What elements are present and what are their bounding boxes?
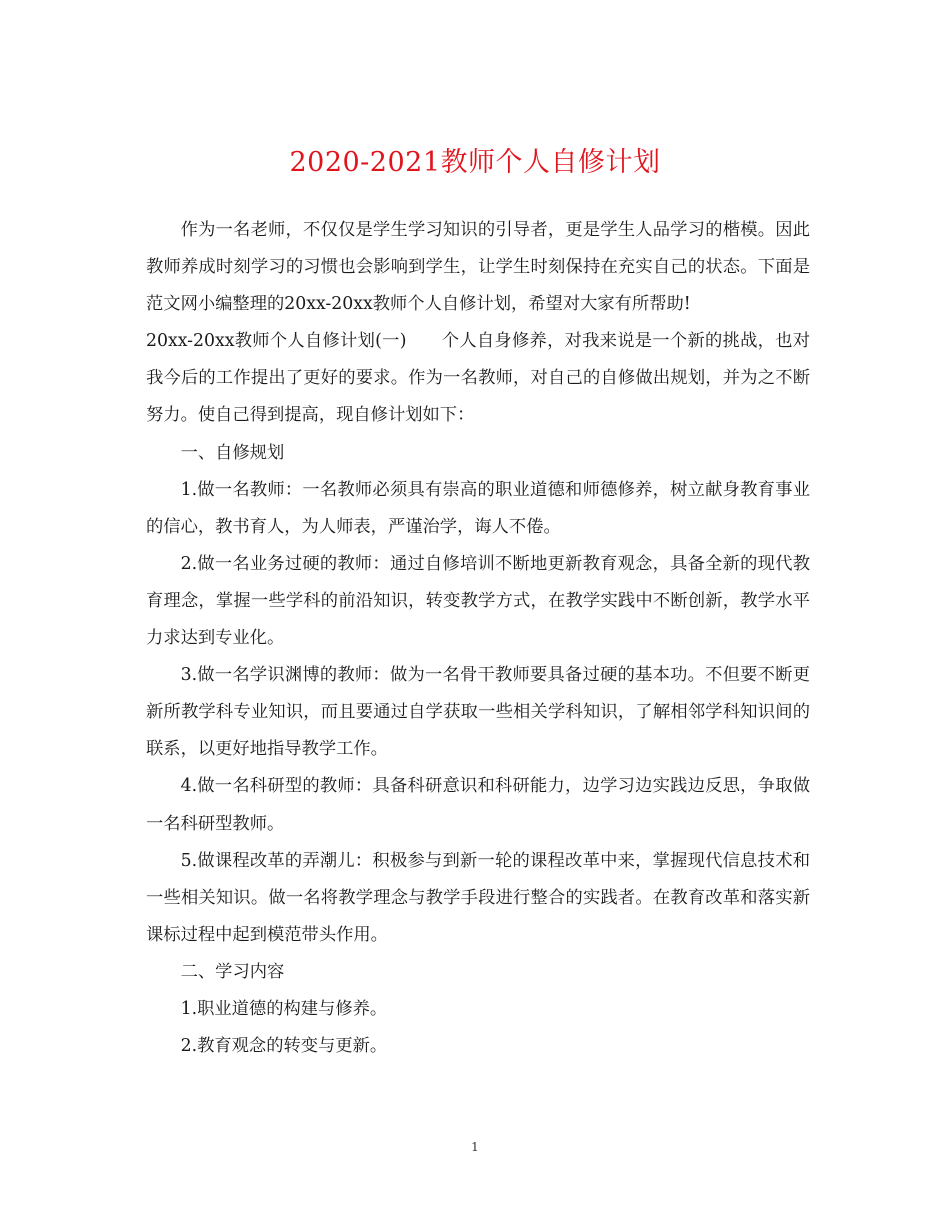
page-number: 1 bbox=[471, 1140, 479, 1154]
section-heading-study-content: 二、学习内容 bbox=[180, 961, 285, 982]
list-item-paragraph: 4.做一名科研型的教师：具备科研意识和科研能力，边学习边实践边反思，争取做一名科研型教师。 bbox=[146, 776, 810, 834]
list-item-paragraph: 1.职业道德的构建与修养。 bbox=[180, 998, 388, 1019]
list-item-paragraph: 2.教育观念的转变与更新。 bbox=[180, 1036, 388, 1057]
section-heading-self-study-plan: 一、自修规划 bbox=[180, 442, 285, 463]
plan-one-paragraph: 20xx-20xx教师个人自修计划(一) 个人自身修养，对我来说是一个新的挑战，也对我今后的工作提出了更好的要求。作为一名教师，对自己的自修做出规划，并为之不断努力。使自己得到提高，现自修计划如下： bbox=[146, 331, 810, 426]
list-item-paragraph: 1.做一名教师：一名教师必须具有崇高的职业道德和师德修养，树立献身教育事业的信心，教书育人，为人师表，严谨治学，诲人不倦。 bbox=[146, 479, 810, 537]
document-body bbox=[146, 212, 810, 1065]
intro-paragraph: 作为一名老师，不仅仅是学生学习知识的引导者，更是学生人品学习的楷模。因此教师养成时刻学习的习惯也会影响到学生，让学生时刻保持在充实自己的状态。下面是范文网小编整理的20xx-20xx教师个人自修计划，希望对大家有所帮助! bbox=[146, 220, 810, 315]
list-item-paragraph: 3.做一名学识渊博的教师：做为一名骨干教师要具备过硬的基本功。不但要不断更新所教学科专业知识，而且要通过自学获取一些相关学科知识，了解相邻学科知识间的联系，以更好地指导教学工作。 bbox=[146, 665, 810, 760]
document-title: 2020-2021教师个人自修计划 bbox=[289, 147, 661, 178]
list-item-paragraph: 2.做一名业务过硬的教师：通过自修培训不断地更新教育观念，具备全新的现代教育理念，掌握一些学科的前沿知识，转变教学方式，在教学实践中不断创新，教学水平力求达到专业化。 bbox=[146, 553, 810, 649]
list-item-paragraph: 5.做课程改革的弄潮儿：积极参与到新一轮的课程改革中来，掌握现代信息技术和一些相关知识。做一名将教学理念与教学手段进行整合的实践者。在教育改革和落实新课标过程中起到模范带头作用。 bbox=[146, 850, 810, 945]
